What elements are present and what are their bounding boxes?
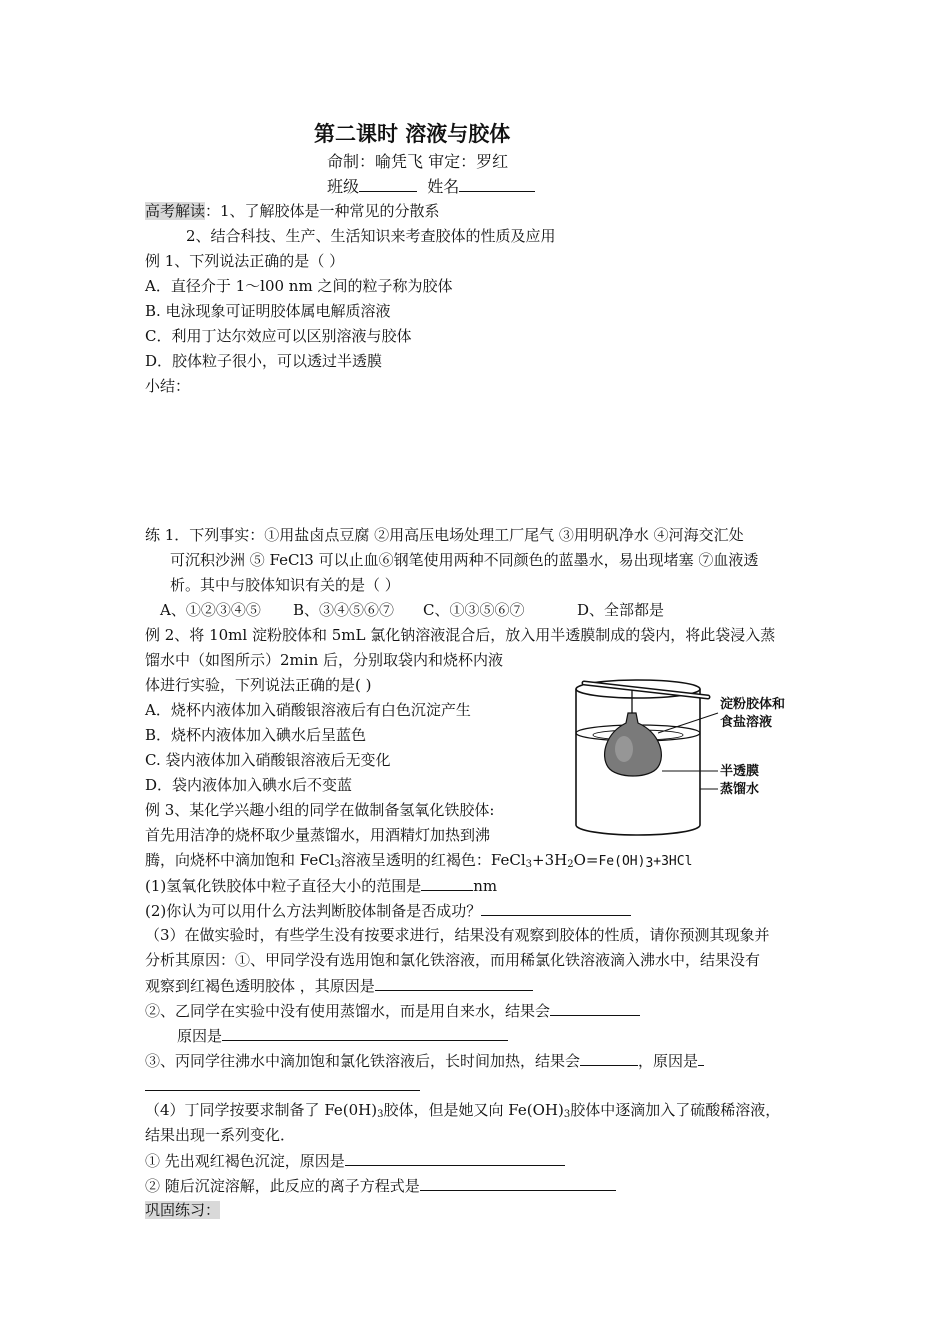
figure-label-colloid-2: 食盐溶液: [720, 715, 773, 730]
ex2-line-3: 体进行实验，下列说法正确的是( ): [145, 676, 372, 694]
membrane-bag: [605, 713, 662, 776]
ex1-option-c: C．利用丁达尔效应可以区别溶液与胶体: [145, 327, 412, 345]
q1-blank[interactable]: [421, 875, 473, 891]
intro-label: 高考解读: [145, 202, 206, 220]
practice1-option-c: C、①③⑤⑥⑦: [423, 601, 525, 619]
figure-label-water: 蒸馏水: [720, 782, 760, 797]
figure-label-colloid-1: 淀粉胶体和: [720, 697, 786, 712]
practice1-option-b: B、③④⑤⑥⑦: [293, 601, 395, 619]
q3c-result-blank[interactable]: [580, 1050, 638, 1066]
class-label: 班级: [327, 177, 360, 196]
practice1-line-3: 析。其中与胶体知识有关的是（ ）: [170, 576, 400, 594]
authors: 命制：喻凭飞 审定：罗红: [327, 152, 509, 171]
ex3-line-1: 例 3、某化学兴趣小组的同学在做制备氢氧化铁胶体:: [145, 801, 495, 819]
dialysis-beaker-figure: [558, 667, 832, 845]
q4-1-blank[interactable]: [345, 1150, 565, 1166]
ex3-q3-b-line-1: ②、乙同学在实验中没有使用蒸馏水，而是用自来水，结果会: [145, 1000, 640, 1021]
ex3-line-3: 腾，向烧杯中滴加饱和 FeCl$_3$溶液呈透明的红褐色：$FeCl_3+3H_2O=Fe(OH)3+3HCl$: [145, 851, 693, 871]
page-title: 第二课时 溶液与胶体: [314, 121, 511, 146]
q3b-result-blank[interactable]: [550, 1000, 640, 1016]
intro-line-1: [145, 201, 440, 221]
beaker-base: [576, 825, 700, 835]
ex1-option-b: B. 电泳现象可证明胶体属电解质溶液: [145, 302, 391, 320]
ex1-option-d: D．胶体粒子很小，可以透过半透膜: [145, 352, 383, 370]
class-name-line: [327, 176, 535, 197]
ex1-summary: 小结：: [145, 377, 191, 395]
practice1-line-2: 可沉积沙洲 ⑤ FeCl3 可以止血⑥钢笔使用两种不同颜色的蓝墨水，易出现堵塞 ⑦血液透: [170, 551, 759, 569]
class-blank[interactable]: [359, 176, 417, 192]
ex3-q1: (1)氢氧化铁胶体中粒子直径大小的范围是 nm: [145, 877, 498, 895]
ex2-line-2: 馏水中（如图所示）2min 后，分别取袋内和烧杯内液: [145, 651, 503, 669]
ex2-option-d: D．袋内液体加入碘水后不变蓝: [145, 776, 353, 794]
figure-label-membrane: 半透膜: [720, 764, 760, 779]
ex2-option-b: B．烧杯内液体加入碘水后呈蓝色: [145, 726, 367, 744]
q2-blank[interactable]: [481, 900, 631, 916]
name-blank[interactable]: [459, 176, 535, 192]
ex3-q3-line-2: 分析其原因：①、甲同学没有选用饱和氯化铁溶液，而用稀氯化铁溶液滴入沸水中，结果没有: [145, 951, 761, 969]
ex3-line-2: 首先用洁净的烧杯取少量蒸馏水，用酒精灯加热到沸: [145, 826, 491, 844]
ex2-line-1: 例 2、将 10ml 淀粉胶体和 5mL 氯化钠溶液混合后，放入用半透膜制成的袋内，将此袋浸入蒸: [145, 626, 776, 644]
ex2-option-c: C. 袋内液体加入硝酸银溶液后无变化: [145, 751, 391, 769]
q3b-reason-blank[interactable]: [222, 1025, 508, 1041]
ex3-q4-item-1: ① 先出观红褐色沉淀，原因是: [145, 1150, 565, 1171]
ex3-q4-line-1: （4）丁同学按要求制备了 $Fe(0H)_3$胶体，但是她又向 $Fe(OH)_3$胶体中逐滴加入了硫酸稀溶液，: [145, 1101, 781, 1120]
ex3-q3-line-1: （3）在做实验时，有些学生没有按要求进行，结果没有观察到胶体的性质，请你预测其现象并: [145, 926, 770, 944]
ex3-q3-line-3: 观察到红褐色透明胶体 ，其原因是: [145, 975, 533, 996]
practice1-line-1: 练 1．下列事实：①用盐卤点豆腐 ②用高压电场处理工厂尾气 ③用明矾净水 ④河海交汇处: [145, 526, 744, 544]
ex3-q3-b-line-2: 原因是: [177, 1025, 508, 1046]
ex3-q4-line-2: 结果出现一系列变化．: [145, 1126, 296, 1144]
name-label: 姓名: [427, 177, 460, 196]
intro-item-2: 2、结合科技、生产、生活知识来考查胶体的性质及应用: [186, 227, 556, 245]
practice1-option-d: D、全部都是: [577, 601, 665, 619]
ex3-q4-item-2: ② 随后沉淀溶解，此反应的离子方程式是: [145, 1175, 616, 1196]
q3c-reason-blank[interactable]: [145, 1090, 420, 1091]
ex3-q3-c-line: ③、丙同学往沸水中滴加饱和氯化铁溶液后，长时间加热，结果会 ，原因是: [145, 1050, 704, 1071]
intro-item-1: ：1、了解胶体是一种常见的分散系: [205, 202, 440, 220]
consolidation-heading: 巩固练习：: [145, 1201, 221, 1219]
ex1-question: 例 1、下列说法正确的是（ ）: [145, 252, 345, 270]
practice1-option-a: A、①②③④⑤: [160, 601, 261, 619]
ex2-option-a: A．烧杯内液体加入硝酸银溶液后有白色沉淀产生: [145, 701, 471, 719]
ex3-q2: (2)你认为可以用什么方法判断胶体制备是否成功？: [145, 900, 631, 921]
ex1-option-a: A．直径介于 1～l00 nm 之间的粒子称为胶体: [145, 277, 453, 295]
q3a-blank[interactable]: [375, 975, 533, 991]
q4-2-blank[interactable]: [420, 1175, 616, 1191]
